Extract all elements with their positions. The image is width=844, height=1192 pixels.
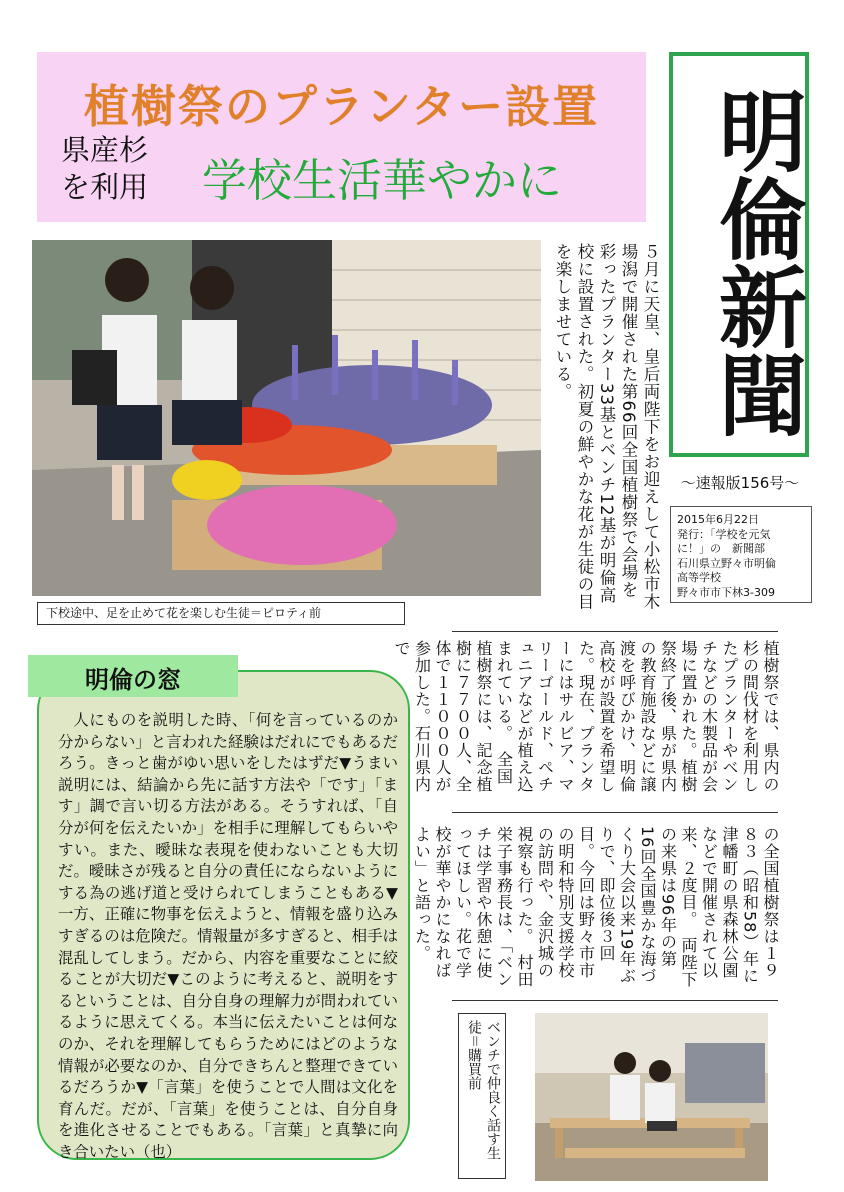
divider-bottom <box>452 1000 778 1001</box>
column-text: 人にものを説明した時、「何を言っているのか分からない」と言われた経験はだれにでもあるだろう。きっと歯がゆい思いをしたはずだ▼うまい説明には、結論から先に話す方法や「です」「ます」調で言い切る方法がある。そうすれば、「自分が何を伝えたいか」を相手に理解してもらいやすい。また、曖昧な表現を使わないことも大切だ。曖昧さが残ると自分の責任にならないようにする為の逃げ道と受けられてしまうこともある▼一方、正確に物事を伝えようと、情報を盛り込みすぎるのは危険だ。情報量が多すぎると、相手は混乱してしまう。だから、内容を重要なことに絞ることが大切だ▼このように考えると、説明をするということは、自分自身の理解力が問われているように思えてくる。本当に伝えたいことは何なのか、それを理解してもらうためにはどのような情報が必要なのか、自分できちんと整理できているだろうか▼「言葉」を使うことで人間は文化を育んだ。だが、「言葉」を使うことは、自分自身を進化させることでもある。「言葉」と真摯に向き合いたい（也） <box>58 711 398 1161</box>
bench-photo <box>535 1013 768 1181</box>
article-body-lower: の全国植樹祭は１９８３（昭和58）年に津幡町の県森林公園などで開催されて以来、２度目。 両陛下の来県は96年の第16回全国豊かな海づくり大会以来19年ぶりで、即位後３回目。今回は野々市市の明和特別支援学校の訪問や、金沢城の視察も行った。 村田栄子事務長は、「ベンチは学習や休憩に使ってほしい。花で学校が華やかになればよい」と語った。 <box>412 826 780 988</box>
planter-photo <box>32 240 541 596</box>
article-body-upper: 植樹祭では、県内の杉の間伐材を利用したプランターやベンチなどの木製品が会場に置かれた。植樹祭終了後、県が県内の教育施設などに譲渡を呼びかけ、明倫高校が設置を希望した。現在、プランターにはサルビア、マリーゴールド、ペチュニアなどが植え込まれている。 全国植樹祭には、記念植樹に７７００人、全体で１１０００人が参加した。石川県内で <box>392 640 780 793</box>
school-line1: 石川県立野々市明倫 <box>677 556 776 570</box>
publication-info <box>670 506 812 603</box>
newspaper-title: 明倫新聞 <box>705 85 809 438</box>
article-lead: ５月に天皇、皇后両陛下をお迎えして小松市木場潟で開催された第66回全国植樹祭で会場を彩ったプランター33基とベンチ12基が明倫高校に設置された。初夏の鮮やかな花が生徒の目を楽しませている。 <box>553 243 660 611</box>
subhead-small-line2: を利用 <box>61 170 149 204</box>
divider-top <box>452 631 778 632</box>
publisher-line1: 発行：「学校を元気 <box>677 527 771 541</box>
school-line2: 高等学校 <box>677 571 721 584</box>
masthead-box <box>669 52 809 457</box>
headline: 植樹祭のプランター設置 <box>83 80 600 133</box>
planter-photo-image <box>32 240 541 596</box>
address: 野々市市下林3-309 <box>677 585 775 599</box>
column-title: 明倫の窓 <box>85 666 181 694</box>
bench-photo-image <box>535 1013 768 1181</box>
publication-date: 2015年6月22日 <box>677 513 759 526</box>
photo2-caption: ベンチで仲良く話す生徒＝購買前 <box>458 1013 506 1179</box>
subhead-large: 学校生活華やかに <box>202 154 563 207</box>
subhead-small <box>61 132 171 206</box>
headline-banner <box>37 52 646 222</box>
photo-caption: 下校途中、足を止めて花を楽しむ生徒＝ピロティ前 <box>37 602 405 625</box>
subhead-small-line1: 県産杉 <box>61 133 149 167</box>
divider-middle <box>452 812 778 813</box>
issue-number: 〜速報版156号〜 <box>680 474 800 492</box>
publisher-line2: に！」の 新聞部 <box>677 542 765 555</box>
